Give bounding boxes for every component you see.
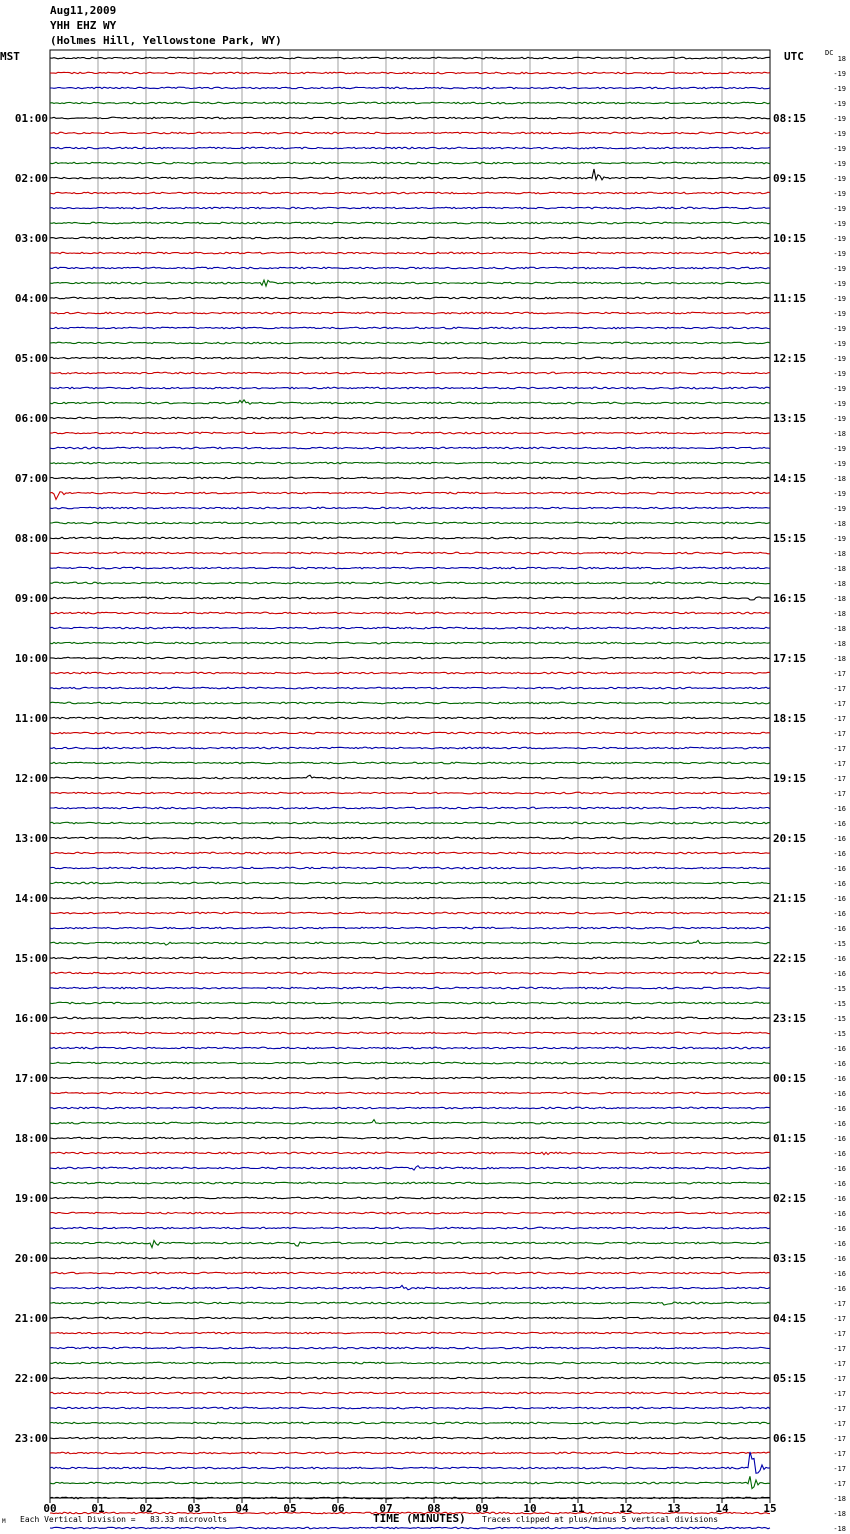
mst-hour-label: 17:00 [14,1072,48,1085]
utc-hour-label: 04:15 [773,1312,807,1325]
mst-hour-label: 06:00 [14,412,48,425]
utc-hour-label: 06:15 [773,1432,807,1445]
dc-offset-value: -19 [833,280,846,288]
trace-row [50,169,770,180]
dc-offset-value: -19 [833,85,846,93]
dc-offset-value: -16 [833,910,846,918]
trace-row [50,462,770,464]
mst-hour-label: 23:00 [14,1432,48,1445]
mst-hour-label: 04:00 [14,292,48,305]
dc-offset-value: -18 [833,475,846,483]
trace-row [50,1047,770,1049]
trace-row [50,507,770,509]
trace-row [50,1317,770,1319]
trace-row [50,732,770,734]
dc-offset-value: -15 [833,1030,846,1038]
dc-offset-value: -17 [833,1375,846,1383]
trace-row [50,1392,770,1394]
dc-offset-value: -18 [833,625,846,633]
trace-row [50,237,770,239]
dc-offset-value: -16 [833,1270,846,1278]
dc-offset-value: -16 [833,880,846,888]
dc-offset-value: -17 [833,775,846,783]
trace-row [50,897,770,899]
dc-offset-value: -17 [833,1435,846,1443]
x-tick-label: 15 [763,1502,777,1515]
trace-row [50,987,770,989]
dc-offset-value: -17 [833,1300,846,1308]
trace-row [50,927,770,929]
station-location: (Holmes Hill, Yellowstone Park, WY) [50,34,282,47]
trace-row [50,1302,770,1305]
trace-row [50,1272,770,1274]
trace-row [50,1182,770,1184]
dc-offset-value: -19 [833,205,846,213]
trace-row [50,972,770,974]
trace-row [50,492,770,500]
x-tick-label: 05 [283,1502,297,1515]
trace-row [50,327,770,329]
dc-offset-header: DC [825,49,834,57]
trace-row [50,1285,770,1289]
dc-offset-value: -17 [833,1420,846,1428]
utc-hour-label: 11:15 [773,292,807,305]
utc-hour-label: 19:15 [773,772,807,785]
trace-row [50,627,770,629]
mst-hour-label: 08:00 [14,532,48,545]
dc-offset-value: -19 [833,505,846,513]
trace-row [50,792,770,794]
trace-row [50,1197,770,1199]
mst-hour-label: 11:00 [14,712,48,725]
dc-offset-value: -17 [833,1360,846,1368]
division-scale-note: Each Vertical Division = 83.33 microvolts [20,1515,228,1524]
dc-offset-value: -15 [833,985,846,993]
dc-offset-value: -18 [833,1495,846,1503]
dc-offset-value: -19 [833,325,846,333]
trace-row [50,1212,770,1214]
dc-offset-value: -18 [833,550,846,558]
trace-row [50,940,770,945]
dc-offset-value: -16 [833,1075,846,1083]
trace-row [50,537,770,539]
dc-offset-value: -19 [833,265,846,273]
trace-row [50,1476,770,1488]
dc-offset-value: -16 [833,1150,846,1158]
trace-row [50,297,770,299]
mst-hour-label: 07:00 [14,472,48,485]
dc-offset-value: -19 [833,400,846,408]
utc-hour-label: 18:15 [773,712,807,725]
usgs-logo-mark: M [2,1518,6,1525]
dc-offset-value: -19 [833,385,846,393]
mst-hour-label: 12:00 [14,772,48,785]
dc-offset-value: -16 [833,1240,846,1248]
trace-row [50,775,770,779]
x-tick-label: 00 [43,1502,57,1515]
trace-row [50,1241,770,1248]
utc-hour-label: 01:15 [773,1132,807,1145]
trace-row [50,1452,770,1454]
dc-offset-value: -16 [833,850,846,858]
chart-date: Aug11,2009 [50,4,117,17]
dc-offset-value: -18 [833,430,846,438]
utc-hour-label: 22:15 [773,952,807,965]
dc-offset-value: -19 [833,340,846,348]
trace-row [50,867,770,869]
dc-offset-value: -19 [833,490,846,498]
trace-row [50,1137,770,1139]
trace-row [50,192,770,194]
trace-row [50,312,770,314]
dc-offset-value: -17 [833,715,846,723]
trace-row [50,1362,770,1364]
trace-row [50,87,770,89]
trace-row [50,612,770,614]
trace-row [50,552,770,554]
mst-hour-label: 22:00 [14,1372,48,1385]
dc-offset-value: -19 [833,535,846,543]
x-tick-label: 11 [571,1502,585,1515]
trace-row [50,1032,770,1034]
x-tick-label: 10 [523,1502,537,1515]
trace-row [50,1512,770,1514]
dc-offset-value: -17 [833,685,846,693]
trace-row [50,582,770,584]
mst-hour-label: 19:00 [14,1192,48,1205]
dc-offset-value: -19 [833,190,846,198]
dc-offset-value: -17 [833,700,846,708]
dc-offset-value: -17 [833,745,846,753]
x-tick-label: 09 [475,1502,489,1515]
trace-row [50,357,770,359]
mst-hour-label: 18:00 [14,1132,48,1145]
mst-hour-label: 15:00 [14,952,48,965]
dc-offset-value: -16 [833,1210,846,1218]
dc-offset-value: -19 [833,370,846,378]
dc-offset-value: -18 [833,610,846,618]
mst-hour-label: 02:00 [14,172,48,185]
mst-hour-label: 01:00 [14,112,48,125]
trace-row [50,807,770,809]
dc-offset-value: -17 [833,1390,846,1398]
dc-offset-value: -15 [833,1000,846,1008]
utc-hour-label: 03:15 [773,1252,807,1265]
trace-row [50,1077,770,1079]
utc-hour-label: 14:15 [773,472,807,485]
trace-row [50,642,770,644]
trace-row [50,657,770,659]
trace-row [50,1422,770,1424]
dc-offset-value: -16 [833,1285,846,1293]
dc-offset-value: -16 [833,1255,846,1263]
utc-hour-label: 21:15 [773,892,807,905]
dc-offset-value: -19 [833,235,846,243]
mst-hour-label: 05:00 [14,352,48,365]
utc-hour-label: 23:15 [773,1012,807,1025]
dc-offset-value: -16 [833,865,846,873]
trace-row [50,1166,770,1170]
trace-row [50,147,770,149]
dc-offset-value: -17 [833,1345,846,1353]
dc-offset-value: -19 [833,250,846,258]
dc-offset-value: -19 [833,130,846,138]
utc-hour-label: 13:15 [773,412,807,425]
dc-offset-value: -19 [833,310,846,318]
dc-offset-value: -16 [833,1195,846,1203]
mst-hour-label: 03:00 [14,232,48,245]
dc-offset-value: -16 [833,1180,846,1188]
dc-offset-value: -17 [833,1330,846,1338]
dc-offset-value: -18 [833,580,846,588]
dc-offset-value: -16 [833,805,846,813]
trace-row [50,1332,770,1334]
dc-offset-value: -19 [833,295,846,303]
dc-offset-value: -15 [833,940,846,948]
utc-hour-label: 15:15 [773,532,807,545]
x-tick-label: 01 [91,1502,105,1515]
mst-hour-label: 21:00 [14,1312,48,1325]
utc-hour-label: 17:15 [773,652,807,665]
x-tick-label: 02 [139,1502,153,1515]
trace-row [50,522,770,524]
x-tick-label: 07 [379,1502,393,1515]
dc-offset-value: -16 [833,835,846,843]
dc-offset-value: -16 [833,895,846,903]
mst-hour-label: 13:00 [14,832,48,845]
dc-offset-value: -17 [833,1465,846,1473]
trace-row [50,207,770,209]
dc-offset-value: -18 [833,520,846,528]
dc-offset-value: -19 [833,115,846,123]
trace-row [50,882,770,884]
dc-offset-value: -19 [833,145,846,153]
dc-offset-value: -19 [833,100,846,108]
dc-offset-value: -16 [833,925,846,933]
dc-offset-value: -17 [833,760,846,768]
utc-hour-label: 09:15 [773,172,807,185]
dc-offset-value: -15 [833,1015,846,1023]
left-timezone-label: MST [0,50,20,63]
mst-hour-label: 09:00 [14,592,48,605]
trace-row [50,267,770,269]
trace-row [50,387,770,389]
dc-offset-value: -19 [833,355,846,363]
dc-offset-value: -17 [833,1480,846,1488]
trace-row [50,852,770,854]
trace-row [50,1452,770,1473]
dc-offset-value: -18 [833,655,846,663]
dc-offset-value: -16 [833,1045,846,1053]
trace-row [50,702,770,704]
trace-row [50,222,770,224]
station-code: YHH EHZ WY [50,19,117,32]
dc-offset-value: -18 [833,1525,846,1533]
trace-row [50,912,770,914]
dc-offset-value: -16 [833,1105,846,1113]
x-tick-label: 12 [619,1502,633,1515]
dc-offset-value: -17 [833,1315,846,1323]
trace-row [50,1107,770,1109]
dc-offset-value: -17 [833,1450,846,1458]
trace-row [50,1347,770,1349]
trace-row [50,372,770,374]
trace-row [50,432,770,434]
trace-row [50,72,770,74]
dc-offset-value: 18 [837,55,846,63]
trace-row [50,102,770,104]
dc-offset-value: -18 [833,595,846,603]
trace-row [50,1092,770,1094]
dc-offset-value: -16 [833,1225,846,1233]
trace-row [50,822,770,824]
trace-row [50,1152,770,1154]
x-tick-label: 04 [235,1502,249,1515]
trace-row [50,252,770,254]
utc-hour-label: 08:15 [773,112,807,125]
dc-offset-value: -19 [833,160,846,168]
utc-hour-label: 12:15 [773,352,807,365]
trace-row [50,717,770,719]
trace-row [50,417,770,419]
x-tick-label: 13 [667,1502,681,1515]
trace-row [50,837,770,839]
trace-row [50,447,770,449]
trace-row [50,1062,770,1064]
dc-offset-value: -16 [833,1090,846,1098]
right-timezone-label: UTC [784,50,804,63]
trace-row [50,57,770,59]
trace-row [50,1017,770,1019]
dc-offset-value: -16 [833,1165,846,1173]
dc-offset-value: -18 [833,565,846,573]
utc-hour-label: 16:15 [773,592,807,605]
trace-row [50,567,770,569]
trace-row [50,1120,770,1124]
x-tick-label: 14 [715,1502,729,1515]
dc-offset-value: -18 [833,1510,846,1518]
dc-offset-value: -19 [833,220,846,228]
x-axis-title: TIME (MINUTES) [373,1512,466,1525]
dc-offset-value: -16 [833,1120,846,1128]
dc-offset-value: -16 [833,1135,846,1143]
dc-offset-value: -19 [833,70,846,78]
utc-hour-label: 00:15 [773,1072,807,1085]
trace-row [50,1002,770,1004]
dc-offset-value: -17 [833,730,846,738]
dc-offset-value: -18 [833,640,846,648]
mst-hour-label: 16:00 [14,1012,48,1025]
trace-row [50,477,770,479]
utc-hour-label: 02:15 [773,1192,807,1205]
utc-hour-label: 20:15 [773,832,807,845]
trace-row [50,597,770,600]
x-tick-label: 08 [427,1502,441,1515]
trace-row [50,280,770,286]
clip-note: Traces clipped at plus/minus 5 vertical divisions [482,1515,719,1524]
dc-offset-value: -19 [833,445,846,453]
mst-hour-label: 10:00 [14,652,48,665]
trace-row [50,132,770,134]
utc-hour-label: 05:15 [773,1372,807,1385]
x-tick-label: 06 [331,1502,345,1515]
trace-row [50,1527,770,1529]
dc-offset-value: -16 [833,955,846,963]
trace-row [50,342,770,344]
utc-hour-label: 10:15 [773,232,807,245]
trace-row [50,162,770,164]
trace-row [50,1377,770,1379]
dc-offset-value: -16 [833,970,846,978]
trace-row [50,1257,770,1259]
dc-offset-value: -19 [833,415,846,423]
trace-row [50,1407,770,1409]
trace-row [50,1437,770,1439]
x-tick-label: 03 [187,1502,201,1515]
dc-offset-value: -17 [833,790,846,798]
dc-offset-value: -17 [833,1405,846,1413]
trace-row [50,747,770,749]
trace-row [50,672,770,674]
trace-row [50,117,770,119]
mst-hour-label: 20:00 [14,1252,48,1265]
trace-row [50,762,770,764]
mst-hour-label: 14:00 [14,892,48,905]
trace-row [50,1227,770,1229]
dc-offset-value: -19 [833,175,846,183]
trace-row [50,687,770,689]
dc-offset-value: -16 [833,820,846,828]
dc-offset-value: -19 [833,460,846,468]
dc-offset-value: -17 [833,670,846,678]
dc-offset-value: -16 [833,1060,846,1068]
trace-row [50,400,770,405]
trace-row [50,957,770,959]
